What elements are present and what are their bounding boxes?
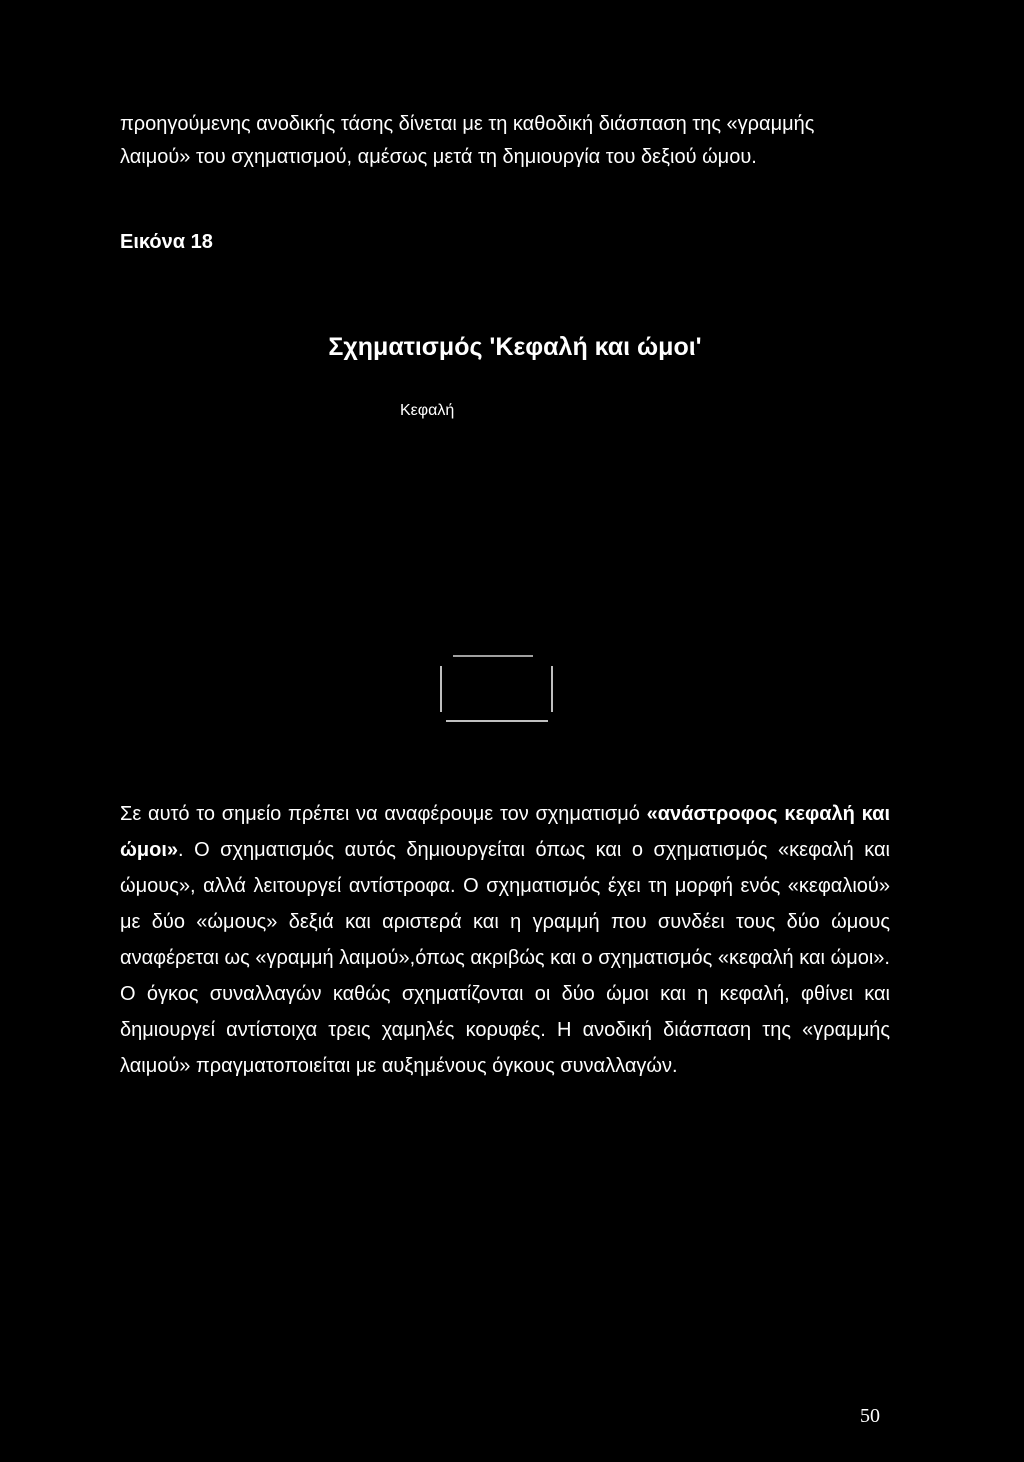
- body-paragraph-text: [120, 796, 890, 1084]
- paragraph-lead: Σε αυτό το σημείο πρέπει να αναφέρουμε τον σχηματισμό: [120, 803, 647, 825]
- page-number: 50: [860, 1405, 880, 1427]
- figure-sublabel: Κεφαλή: [400, 402, 455, 419]
- intro-text: [120, 108, 890, 174]
- figure-image: [120, 430, 890, 760]
- intro-line-2: λαιμού» του σχηματισμού, αμέσως μετά τη δημιουργία του δεξιού ώμου.: [120, 146, 757, 168]
- figure-label: Εικόνα 18: [120, 231, 213, 253]
- body-paragraph: [120, 796, 890, 1084]
- paragraph-rest: . Ο σχηματισμός αυτός δημιουργείται όπως και ο σχηματισμός «κεφαλή και ώμους», αλλά λειτουργεί αντίστροφα. Ο σχηματισμός έχει τη μορφή ενός «κεφαλιού» με δύο «ώμους» δεξιά και αριστερά και η γραμμή που συνδέει τους δύο ώμους αναφέρεται ως «γραμμή λαιμού»,όπως ακριβώς και ο σχηματισμός «κεφαλή και ώμοι». Ο όγκος συναλλαγών καθώς σχηματίζονται οι δύο ώμοι και η κεφαλή, φθίνει και δημιουργεί αντίστοιχα τρεις χαμηλές κορυφές. Η ανοδική διάσπαση της «γραμμής λαιμού» πραγματοποιείται με αυξημένους όγκους συναλλαγών.: [120, 839, 890, 1077]
- intro-line-1: προηγούμενης ανοδικής τάσης δίνεται με τη καθοδική διάσπαση της «γραμμής: [120, 113, 815, 135]
- paragraph-bold-term: «ανάστροφος κεφαλή και ώμοι»: [120, 803, 890, 861]
- figure-title: Σχηματισμός 'Κεφαλή και ώμοι': [328, 333, 702, 361]
- figure-box-graphic: [120, 430, 890, 760]
